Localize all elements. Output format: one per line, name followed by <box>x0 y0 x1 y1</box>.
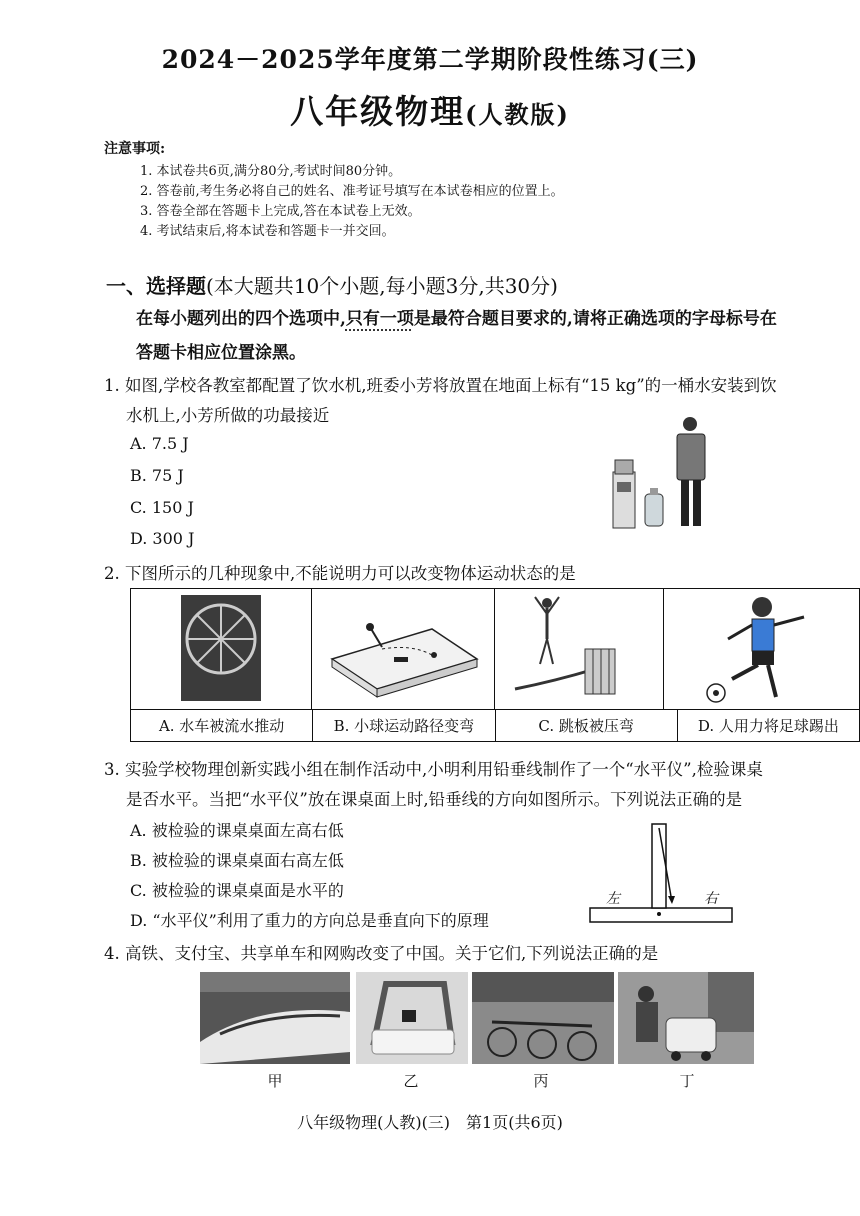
q4-label-jia: 甲 <box>267 1072 283 1090</box>
q4-photo-high-speed-train <box>200 972 350 1064</box>
section-name: 一、选择题 <box>106 274 206 298</box>
q4-photo-delivery-robot <box>618 972 754 1064</box>
q2-caption-c: C. 跳板被压弯 <box>496 710 678 741</box>
q2-image-waterwheel <box>131 589 312 709</box>
section-title <box>106 270 558 299</box>
note-item: 2. 答卷前,考生务必将自己的姓名、准考证号填写在本试卷相应的位置上。 <box>140 184 564 199</box>
q2-figure-table <box>130 588 860 742</box>
question-2-stem: 2. 下图所示的几种现象中,不能说明力可以改变物体运动状态的是 <box>104 564 576 583</box>
emphasis-text: 只有一项 <box>345 309 414 329</box>
q3-option-c: C. 被检验的课桌桌面是水平的 <box>130 881 344 900</box>
subject-name: 八年级物理 <box>290 92 466 131</box>
q3-option-a: A. 被检验的课桌桌面左高右低 <box>130 821 344 840</box>
q2-caption-d: D. 人用力将足球踢出 <box>697 717 839 735</box>
instr-part: 在每小题列出的四个选项中, <box>136 309 346 329</box>
section-detail: (本大题共10个小题,每小题3分,共30分) <box>206 274 558 298</box>
note-item: 3. 答卷全部在答题卡上完成,答在本试卷上无效。 <box>140 204 421 219</box>
edition: (人教版) <box>465 100 570 129</box>
exam-subject <box>0 86 860 133</box>
q1-figure-water-dispenser <box>605 412 725 532</box>
notes-heading: 注意事项: <box>104 141 166 157</box>
q2-caption-b: B. 小球运动路径变弯 <box>313 710 495 741</box>
question-1-stem: 1. 如图,学校各教室都配置了饮水机,班委小芳将放置在地面上标有“15 kg”的一桶水安装到饮 <box>104 376 777 395</box>
question-1-stem-cont: 水机上,小芳所做的功最接近 <box>126 406 330 425</box>
q1-option-d: D. 300 J <box>130 529 195 548</box>
q4-label-bing: 丙 <box>533 1072 549 1090</box>
q4-photo-shared-bikes <box>472 972 622 1064</box>
left-label: 左 <box>606 891 620 907</box>
q1-option-a: A. 7.5 J <box>130 434 189 453</box>
q3-option-b: B. 被检验的课桌桌面右高左低 <box>130 851 344 870</box>
question-3-stem-cont: 是否水平。当把“水平仪”放在课桌面上时,铅垂线的方向如图所示。下列说法正确的是 <box>126 790 743 809</box>
exam-title: 2024－2025学年度第二学期阶段性练习(三) <box>161 45 699 74</box>
instr-part: 是最符合题目要求的,请将正确选项的字母标号在 <box>413 309 777 329</box>
q2-image-ball-path <box>312 589 495 709</box>
section-instruction-line2: 答题卡相应位置涂黑。 <box>136 343 306 363</box>
note-item: 4. 考试结束后,将本试卷和答题卡一并交回。 <box>140 224 395 239</box>
note-item: 1. 本试卷共6页,满分80分,考试时间80分钟。 <box>140 164 402 179</box>
q1-option-c: C. 150 J <box>130 498 194 517</box>
q2-caption-a: A. 水车被流水推动 <box>131 710 313 741</box>
q2-image-diving-board <box>495 589 664 709</box>
q1-option-b: B. 75 J <box>130 466 184 485</box>
q3-option-d: D. “水平仪”利用了重力的方向总是垂直向下的原理 <box>130 911 489 930</box>
question-4-stem: 4. 高铁、支付宝、共享单车和网购改变了中国。关于它们,下列说法正确的是 <box>104 944 659 963</box>
q4-label-yi: 乙 <box>403 1072 419 1090</box>
q3-figure-level-instrument <box>586 818 736 926</box>
right-label: 右 <box>704 891 718 907</box>
section-instruction <box>136 304 777 329</box>
q2-image-kick-ball <box>664 589 859 709</box>
page-footer: 八年级物理(人教)(三) 第1页(共6页) <box>297 1113 563 1132</box>
q4-label-ding: 丁 <box>679 1072 695 1090</box>
question-3-stem: 3. 实验学校物理创新实践小组在制作活动中,小明利用铅垂线制作了一个“水平仪”,检验课桌 <box>104 760 763 779</box>
